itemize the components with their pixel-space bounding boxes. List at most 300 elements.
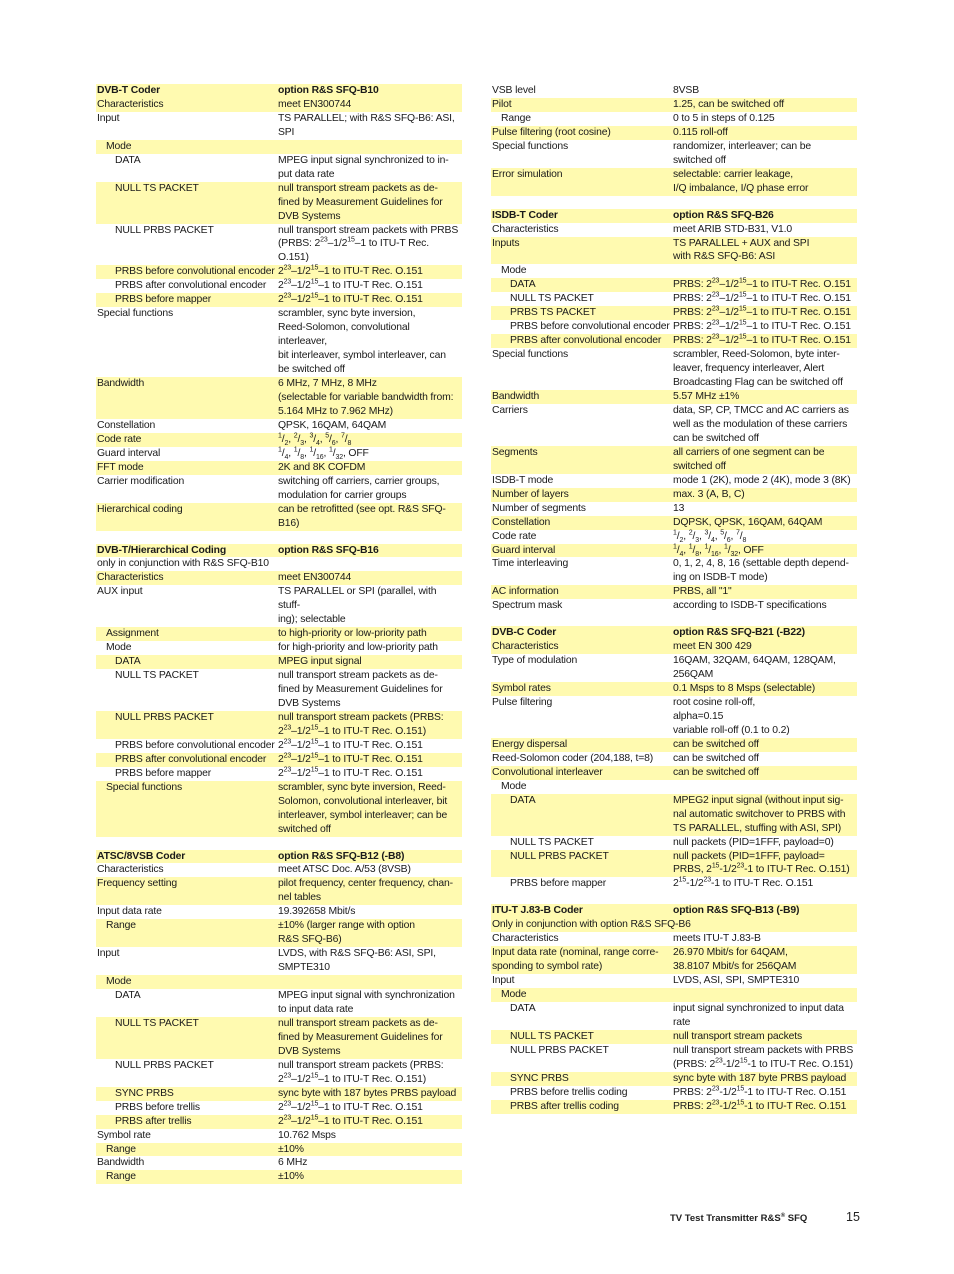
section-option: option R&S SFQ-B21 (-B22) [672,626,857,640]
spec-row [96,557,462,571]
spec-label: Frequency setting [96,877,277,905]
spec-row [491,557,857,585]
spec-row [491,696,857,738]
section-header [96,850,462,864]
spec-label: PRBS TS PACKET [491,306,672,320]
spec-label: Bandwidth [96,377,277,419]
section-option: option R&S SFQ-B13 (-B9) [672,904,857,918]
spec-label: Pulse filtering [491,696,672,738]
spec-row [491,988,857,1002]
spec-label: DATA [96,154,277,182]
spec-label: Characteristics [491,932,672,946]
spec-value: randomizer, interleaver; can be switched off [672,140,857,168]
spec-value: meet ATSC Doc. A/53 (8VSB) [277,863,462,877]
spec-row [96,447,462,461]
spec-row [96,1156,462,1170]
section-title: ITU-T J.83-B Coder [491,904,672,918]
spec-value: all carriers of one segment can be switched off [672,446,857,474]
spec-row [491,292,857,306]
spec-value: $2^{23}-1/2^{15}-1$ to ITU-T Rec. O.151 [277,739,462,753]
spec-value: switching off carriers, carrier groups, modulation for carrier groups [277,475,462,503]
spec-value: data, SP, CP, TMCC and AC carriers as well as the modulation of these carriers can be switched off [672,404,857,446]
spec-value: QPSK, 16QAM, 64QAM [277,419,462,433]
spec-label: DATA [491,278,672,292]
spec-value: mode 1 (2K), mode 2 (4K), mode 3 (8K) [672,474,857,488]
spec-label: Bandwidth [491,390,672,404]
spec-label: Mode [491,988,672,1002]
spec-value: $2^{23}-1/2^{15}-1$ to ITU-T Rec. O.151 [277,265,462,279]
spec-row [96,1129,462,1143]
spec-label: Constellation [96,419,277,433]
section-option: option R&S SFQ-B26 [672,209,857,223]
spec-row [96,461,462,475]
spec-row [491,738,857,752]
spec-label: Characteristics [491,640,672,654]
spec-label: PRBS before mapper [96,293,277,307]
spec-label: DATA [96,655,277,669]
spec-row [96,1143,462,1157]
spec-label: Special functions [491,140,672,168]
spec-label: Pilot [491,98,672,112]
spec-value: MPEG input signal synchronized to in- put data rate [277,154,462,182]
spec-value: 26.970 Mbit/s for 64QAM, 38.8107 Mbit/s for 256QAM [672,946,857,974]
spec-value: $2^{23}-1/2^{15}-1$ to ITU-T Rec. O.151 [277,1101,462,1115]
spec-value [277,140,462,154]
spec-row [491,488,857,502]
spec-value: max. 3 (A, B, C) [672,488,857,502]
spec-row [491,348,857,390]
spec-row [491,223,857,237]
spec-value: PRBS, all "1" [672,585,857,599]
spec-value: can be switched off [672,752,857,766]
spec-row [491,599,857,613]
spec-row [491,140,857,168]
spec-label: Characteristics [491,223,672,237]
spec-label: NULL TS PACKET [491,836,672,850]
spec-label: PRBS before trellis coding [491,1086,672,1100]
spec-value: $^1/_4$, $^1/_8$, $^1/_{16}$, $^1/_{32}$, OFF [672,544,857,558]
spec-row [96,1101,462,1115]
spec-label: Spectrum mask [491,599,672,613]
section-title: DVB-T/Hierarchical Coding [96,544,277,558]
spec-value: pilot frequency, center frequency, chan- nel tables [277,877,462,905]
spec-value: PRBS: $2^{23}-1/2^{15}-1$ to ITU-T Rec. O.151 [672,292,857,306]
spec-row [96,975,462,989]
footer-product-name: TV Test Transmitter R&S® SFQ [670,1212,808,1224]
spec-row [96,279,462,293]
spec-label: Mode [96,140,277,154]
spec-value: $2^{23}-1/2^{15}-1$ to ITU-T Rec. O.151 [277,279,462,293]
spec-label: PRBS after convolutional encoder [491,334,672,348]
spec-row [491,1044,857,1072]
spec-label: Special functions [491,348,672,390]
spec-row [96,1115,462,1129]
spec-row [491,654,857,682]
spec-row [96,739,462,753]
spec-row [491,850,857,878]
spec-label: Mode [96,975,277,989]
right-column [491,84,855,1127]
spec-label: NULL PRBS PACKET [491,850,672,878]
spec-label: NULL TS PACKET [491,1030,672,1044]
spec-label: Time interleaving [491,557,672,585]
spec-label: Guard interval [96,447,277,461]
section-header [491,209,857,223]
spec-value: $2^{23}-1/2^{15}-1$ to ITU-T Rec. O.151 [277,767,462,781]
spec-label: Characteristics [96,571,277,585]
spec-row [96,182,462,224]
section-header [96,544,462,558]
spec-label: NULL PRBS PACKET [96,1059,277,1087]
spec-value: LVDS, with R&S SFQ-B6: ASI, SPI, SMPTE310 [277,947,462,975]
spec-row [491,474,857,488]
spec-row [96,767,462,781]
spec-value: PRBS: $2^{23}-1/2^{15}-1$ to ITU-T Rec. O.151 [672,278,857,292]
spec-row [491,946,857,974]
spec-value: $2^{23}-1/2^{15}-1$ to ITU-T Rec. O.151 [277,293,462,307]
spec-value: $^1/_4$, $^1/_8$, $^1/_{16}$, $^1/_{32}$, OFF [277,447,462,461]
spec-value: 0.1 Msps to 8 Msps (selectable) [672,682,857,696]
spec-value: $2^{15}-1/2^{23}-1$ to ITU-T Rec. O.151 [672,877,857,891]
spec-label: Symbol rates [491,682,672,696]
spec-row [491,404,857,446]
spec-value: can be switched off [672,766,857,780]
spec-value: $^1/_2$, $^2/_3$, $^3/_4$, $^5/_6$, $^7/_8$ [277,433,462,447]
spec-value: null transport stream packets (PRBS: $2^{23}-1/2^{15}-1$ to ITU-T Rec. O.151) [277,1059,462,1087]
spec-value: 6 MHz [277,1156,462,1170]
spec-label: PRBS before convolutional encoder [491,320,672,334]
spec-value: null transport stream packets as de- fined by Measurement Guidelines for DVB Systems [277,182,462,224]
spec-value: TS PARALLEL + AUX and SPI with R&S SFQ-B6: ASI [672,237,857,265]
spec-label: PRBS before trellis [96,1101,277,1115]
spec-value: $2^{23}-1/2^{15}-1$ to ITU-T Rec. O.151 [277,753,462,767]
spec-row [96,1059,462,1087]
spec-value: MPEG input signal [277,655,462,669]
spec-row [96,669,462,711]
spec-label: Range [96,919,277,947]
spec-label: Range [96,1143,277,1157]
spec-value: 1.25, can be switched off [672,98,857,112]
spec-value: meet ARIB STD-B31, V1.0 [672,223,857,237]
spec-row [96,919,462,947]
spec-value: null packets (PID=1FFF, payload= PRBS, $2^{15}-1/2^{23}-1$ to ITU-T Rec. O.151) [672,850,857,878]
spec-row [491,502,857,516]
spec-value: meet EN 300 429 [672,640,857,654]
spec-value: null transport stream packets (PRBS: $2^{23}-1/2^{15}-1$ to ITU-T Rec. O.151) [277,711,462,739]
spec-value: scrambler, Reed-Solomon, byte inter- leaver, frequency interleaver, Alert Broadcasting Flag can be switched off [672,348,857,390]
spec-row [491,278,857,292]
section-title: DVB-T Coder [96,84,277,98]
spec-row [96,293,462,307]
spec-value: PRBS: $2^{23}-1/2^{15}-1$ to ITU-T Rec. O.151 [672,320,857,334]
spec-row [491,1072,857,1086]
spec-label: NULL TS PACKET [96,182,277,224]
page-number: 15 [846,1210,860,1224]
spec-label: Symbol rate [96,1129,277,1143]
spec-table [491,904,857,1113]
spec-row [96,641,462,655]
spec-label: Mode [96,641,277,655]
spec-row [491,682,857,696]
spec-value [672,988,857,1002]
spec-row [96,627,462,641]
spec-section-continued [491,84,855,196]
spec-label: PRBS before convolutional encoder [96,739,277,753]
spec-value: TS PARALLEL; with R&S SFQ-B6: ASI, SPI [277,112,462,140]
spec-section-dvb-t-hierarchical-coding [96,544,460,837]
spec-label: Only in conjunction with option R&S SFQ-B6 [491,918,857,932]
spec-row [96,585,462,627]
page-footer [670,1210,860,1224]
section-option: option R&S SFQ-B12 (-B8) [277,850,462,864]
spec-value: according to ISDB-T specifications [672,599,857,613]
spec-value: null transport stream packets as de- fined by Measurement Guidelines for DVB Systems [277,669,462,711]
spec-value: for high-priority and low-priority path [277,641,462,655]
section-title: DVB-C Coder [491,626,672,640]
spec-row [491,766,857,780]
spec-row [491,98,857,112]
spec-label: Constellation [491,516,672,530]
spec-value: 16QAM, 32QAM, 64QAM, 128QAM, 256QAM [672,654,857,682]
spec-value: ±10% [277,1170,462,1184]
spec-row [96,711,462,739]
spec-label: Number of segments [491,502,672,516]
spec-label: Input [491,974,672,988]
spec-section-dvb-t-coder [96,84,460,531]
spec-value: ±10% (larger range with option R&S SFQ-B6) [277,919,462,947]
spec-label: PRBS after convolutional encoder [96,279,277,293]
spec-row [491,446,857,474]
spec-value: PRBS: $2^{23}-1/2^{15}-1$ to ITU-T Rec. O.151 [672,1086,857,1100]
spec-row [96,571,462,585]
spec-label: PRBS after convolutional encoder [96,753,277,767]
spec-table [96,84,462,531]
spec-label: AUX input [96,585,277,627]
spec-row [96,433,462,447]
spec-value: meets ITU-T J.83-B [672,932,857,946]
spec-table [491,209,857,614]
spec-row [96,947,462,975]
spec-row [491,794,857,836]
spec-label: Special functions [96,781,277,837]
spec-value: null packets (PID=1FFF, payload=0) [672,836,857,850]
spec-row [491,585,857,599]
spec-table [491,84,857,196]
spec-row [491,1030,857,1044]
spec-value: 13 [672,502,857,516]
spec-row [491,752,857,766]
spec-label: Code rate [96,433,277,447]
spec-label: PRBS after trellis [96,1115,277,1129]
spec-label: Hierarchical coding [96,503,277,531]
spec-label: PRBS after trellis coding [491,1100,672,1114]
spec-row [491,320,857,334]
spec-label: Convolutional interleaver [491,766,672,780]
spec-row [491,334,857,348]
spec-row [491,112,857,126]
spec-value: 19.392658 Mbit/s [277,905,462,919]
spec-row [491,836,857,850]
spec-row [491,168,857,196]
spec-value: $^1/_2$, $^2/_3$, $^3/_4$, $^5/_6$, $^7/_8$ [672,530,857,544]
spec-row [491,780,857,794]
spec-row [491,1100,857,1114]
spec-label: Range [491,112,672,126]
spec-label: NULL TS PACKET [96,1017,277,1059]
spec-label: Assignment [96,627,277,641]
spec-table [96,544,462,837]
spec-row [491,264,857,278]
spec-label: Characteristics [96,98,277,112]
spec-value [672,780,857,794]
spec-row [96,140,462,154]
section-option: option R&S SFQ-B16 [277,544,462,558]
spec-label: Guard interval [491,544,672,558]
spec-label: DATA [491,1002,672,1030]
spec-row [96,1170,462,1184]
spec-label: Pulse filtering (root cosine) [491,126,672,140]
spec-section-isdb-t-coder [491,209,855,614]
spec-label: Mode [491,264,672,278]
spec-row [96,877,462,905]
spec-row [96,112,462,140]
spec-label: NULL TS PACKET [491,292,672,306]
spec-row [96,98,462,112]
spec-value [672,264,857,278]
spec-label: Mode [491,780,672,794]
spec-row [491,84,857,98]
spec-value: 10.762 Msps [277,1129,462,1143]
spec-row [96,503,462,531]
spec-row [96,753,462,767]
left-column [96,84,460,1197]
spec-value: meet EN300744 [277,98,462,112]
spec-value: selectable: carrier leakage, I/Q imbalance, I/Q phase error [672,168,857,196]
spec-value: PRBS: $2^{23}-1/2^{15}-1$ to ITU-T Rec. O.151 [672,334,857,348]
spec-value: to high-priority or low-priority path [277,627,462,641]
section-header [96,84,462,98]
spec-row [96,1087,462,1101]
spec-value [277,975,462,989]
spec-label: PRBS before mapper [491,877,672,891]
spec-label: NULL PRBS PACKET [96,224,277,266]
spec-label: Code rate [491,530,672,544]
spec-label: DATA [96,989,277,1017]
spec-value: null transport stream packets with PRBS (PRBS: $2^{23}-1/2^{15}-1$ to ITU-T Rec. O.151) [672,1044,857,1072]
spec-label: SYNC PRBS [96,1087,277,1101]
spec-label: Bandwidth [96,1156,277,1170]
spec-label: Input data rate (nominal, range corre- sponding to symbol rate) [491,946,672,974]
spec-value: PRBS: $2^{23}-1/2^{15}-1$ to ITU-T Rec. O.151 [672,1100,857,1114]
spec-row [491,237,857,265]
spec-value: $2^{23}-1/2^{15}-1$ to ITU-T Rec. O.151 [277,1115,462,1129]
spec-table [96,850,462,1185]
spec-label: DATA [491,794,672,836]
spec-value: root cosine roll-off, alpha=0.15 variable roll-off (0.1 to 0.2) [672,696,857,738]
spec-label: Input [96,112,277,140]
spec-row [491,306,857,320]
spec-label: Error simulation [491,168,672,196]
spec-value: ±10% [277,1143,462,1157]
spec-label: NULL PRBS PACKET [491,1044,672,1072]
spec-value: null transport stream packets [672,1030,857,1044]
spec-value: MPEG2 input signal (without input sig- nal automatic switchover to PRBS with TS PARALLEL, stuffing with ASI, SPI) [672,794,857,836]
spec-value: can be retrofitted (see opt. R&S SFQ-B16) [277,503,462,531]
spec-row [491,1086,857,1100]
spec-row [96,224,462,266]
spec-table [491,626,857,891]
section-title: ATSC/8VSB Coder [96,850,277,864]
spec-row [96,1017,462,1059]
spec-label: Reed-Solomon coder (204,188, t=8) [491,752,672,766]
spec-value: LVDS, ASI, SPI, SMPTE310 [672,974,857,988]
spec-row [96,377,462,419]
spec-value: sync byte with 187 bytes PRBS payload [277,1087,462,1101]
spec-row [96,905,462,919]
spec-value: PRBS: $2^{23}-1/2^{15}-1$ to ITU-T Rec. O.151 [672,306,857,320]
spec-label: Range [96,1170,277,1184]
spec-value: TS PARALLEL or SPI (parallel, with stuff- ing); selectable [277,585,462,627]
spec-label: Input data rate [96,905,277,919]
spec-value: MPEG input signal with synchronization to input data rate [277,989,462,1017]
spec-section-dvb-c-coder [491,626,855,891]
spec-value: null transport stream packets with PRBS (PRBS: $2^{23}-1/2^{15}-1$ to ITU-T Rec. O.151) [277,224,462,266]
spec-value: null transport stream packets as de- fined by Measurement Guidelines for DVB Systems [277,1017,462,1059]
spec-row [491,530,857,544]
spec-section-atsc-8vsb-coder [96,850,460,1185]
spec-label: Type of modulation [491,654,672,682]
spec-label: Segments [491,446,672,474]
spec-value: can be switched off [672,738,857,752]
spec-row [96,863,462,877]
spec-row [491,974,857,988]
spec-value: DQPSK, QPSK, 16QAM, 64QAM [672,516,857,530]
spec-row [491,932,857,946]
spec-row [491,1002,857,1030]
spec-value: 5.57 MHz ±1% [672,390,857,404]
spec-value: scrambler, sync byte inversion, Reed-Solomon, convolutional interleaver, bit interleaver, symbol interleaver, can be switched off [277,307,462,377]
spec-label: SYNC PRBS [491,1072,672,1086]
spec-row [96,989,462,1017]
section-option: option R&S SFQ-B10 [277,84,462,98]
spec-label: PRBS before mapper [96,767,277,781]
spec-label: ISDB-T mode [491,474,672,488]
spec-label: FFT mode [96,461,277,475]
spec-row [491,877,857,891]
spec-value: 0 to 5 in steps of 0.125 [672,112,857,126]
section-header [491,626,857,640]
spec-row [491,918,857,932]
spec-label: VSB level [491,84,672,98]
spec-value: 6 MHz, 7 MHz, 8 MHz (selectable for variable bandwidth from: 5.164 MHz to 7.962 MHz) [277,377,462,419]
spec-label: Carrier modification [96,475,277,503]
section-title: ISDB-T Coder [491,209,672,223]
spec-row [96,419,462,433]
spec-label: AC information [491,585,672,599]
spec-value: 0.115 roll-off [672,126,857,140]
spec-row [491,126,857,140]
spec-value: meet EN300744 [277,571,462,585]
spec-row [96,781,462,837]
spec-value: input signal synchronized to input data rate [672,1002,857,1030]
spec-value: scrambler, sync byte inversion, Reed- Solomon, convolutional interleaver, bit interleaver, symbol interleaver; can be switched off [277,781,462,837]
section-header [491,904,857,918]
spec-row [491,640,857,654]
spec-row [491,390,857,404]
spec-label: Special functions [96,307,277,377]
spec-row [96,655,462,669]
spec-section-itu-t-j-83-b-coder [491,904,855,1113]
